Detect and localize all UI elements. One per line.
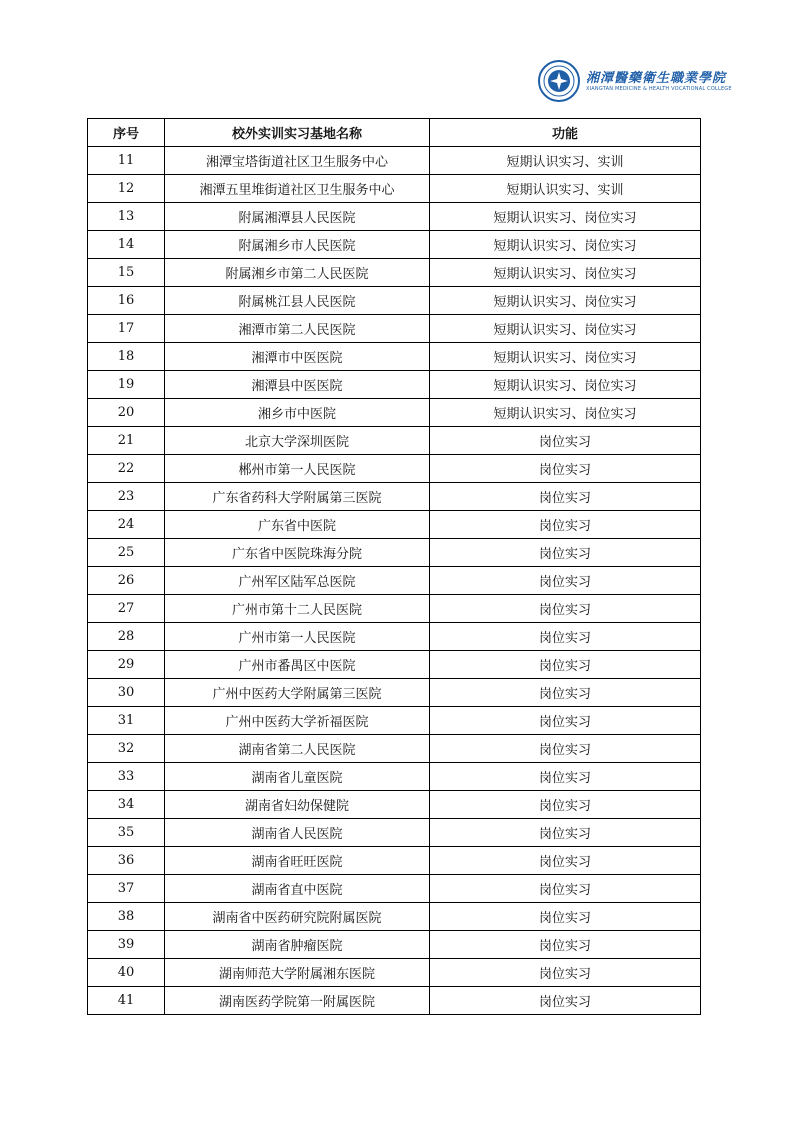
cell-base-name: 湖南省中医药研究院附属医院 <box>165 903 430 931</box>
cell-index: 30 <box>88 679 165 707</box>
table-row <box>88 231 701 259</box>
cell-base-name: 广东省中医院珠海分院 <box>165 539 430 567</box>
school-name-english: XIANGTAN MEDICINE & HEALTH VOCATIONAL COLLEGE <box>586 86 732 92</box>
table-body <box>88 147 701 1015</box>
cell-base-name: 附属湘乡市人民医院 <box>165 231 430 259</box>
table-row <box>88 931 701 959</box>
cell-function: 短期认识实习、实训 <box>430 147 701 175</box>
cell-base-name: 广东省药科大学附属第三医院 <box>165 483 430 511</box>
cell-function: 短期认识实习、岗位实习 <box>430 399 701 427</box>
table-row <box>88 427 701 455</box>
table-row <box>88 511 701 539</box>
cell-function: 短期认识实习、岗位实习 <box>430 287 701 315</box>
cell-function: 岗位实习 <box>430 651 701 679</box>
cell-index: 34 <box>88 791 165 819</box>
table-row <box>88 343 701 371</box>
cell-function: 岗位实习 <box>430 847 701 875</box>
cell-function: 短期认识实习、岗位实习 <box>430 343 701 371</box>
cell-base-name: 广东省中医院 <box>165 511 430 539</box>
cell-index: 41 <box>88 987 165 1015</box>
table-row <box>88 903 701 931</box>
table-row <box>88 371 701 399</box>
cell-base-name: 湘潭县中医医院 <box>165 371 430 399</box>
table-row <box>88 315 701 343</box>
table-row <box>88 959 701 987</box>
cell-function: 岗位实习 <box>430 567 701 595</box>
cell-function: 岗位实习 <box>430 735 701 763</box>
cell-index: 13 <box>88 203 165 231</box>
column-header-base-name: 校外实训实习基地名称 <box>165 119 430 147</box>
table-row <box>88 259 701 287</box>
cell-function: 岗位实习 <box>430 623 701 651</box>
cell-index: 40 <box>88 959 165 987</box>
table-row <box>88 595 701 623</box>
cell-base-name: 广州市番禺区中医院 <box>165 651 430 679</box>
cell-base-name: 附属湘乡市第二人民医院 <box>165 259 430 287</box>
cell-function: 岗位实习 <box>430 903 701 931</box>
cell-index: 15 <box>88 259 165 287</box>
cell-function: 岗位实习 <box>430 483 701 511</box>
cell-index: 23 <box>88 483 165 511</box>
cell-index: 22 <box>88 455 165 483</box>
cell-index: 11 <box>88 147 165 175</box>
cell-index: 37 <box>88 875 165 903</box>
cell-base-name: 湖南省儿童医院 <box>165 763 430 791</box>
cell-index: 28 <box>88 623 165 651</box>
table-row <box>88 623 701 651</box>
cell-base-name: 湘潭宝塔街道社区卫生服务中心 <box>165 147 430 175</box>
cell-function: 岗位实习 <box>430 875 701 903</box>
cell-function: 岗位实习 <box>430 987 701 1015</box>
column-header-function: 功能 <box>430 119 701 147</box>
table-row <box>88 791 701 819</box>
cell-index: 38 <box>88 903 165 931</box>
cell-function: 短期认识实习、岗位实习 <box>430 315 701 343</box>
cell-index: 19 <box>88 371 165 399</box>
cell-base-name: 广州市第十二人民医院 <box>165 595 430 623</box>
cell-function: 岗位实习 <box>430 707 701 735</box>
column-header-index: 序号 <box>88 119 165 147</box>
cell-index: 16 <box>88 287 165 315</box>
table-row <box>88 203 701 231</box>
cell-function: 短期认识实习、岗位实习 <box>430 371 701 399</box>
cell-base-name: 附属湘潭县人民医院 <box>165 203 430 231</box>
table-row <box>88 735 701 763</box>
cell-function: 岗位实习 <box>430 595 701 623</box>
cell-base-name: 广州市第一人民医院 <box>165 623 430 651</box>
cell-base-name: 北京大学深圳医院 <box>165 427 430 455</box>
cell-base-name: 湖南省妇幼保健院 <box>165 791 430 819</box>
cell-base-name: 广州中医药大学祈福医院 <box>165 707 430 735</box>
table-row <box>88 679 701 707</box>
table-row <box>88 483 701 511</box>
table-row <box>88 539 701 567</box>
cell-index: 24 <box>88 511 165 539</box>
table-row <box>88 567 701 595</box>
cell-base-name: 湖南省人民医院 <box>165 819 430 847</box>
table-row <box>88 175 701 203</box>
table-row <box>88 287 701 315</box>
table-header-row <box>88 119 701 147</box>
table-row <box>88 987 701 1015</box>
school-logo <box>538 60 743 102</box>
table-row <box>88 819 701 847</box>
table-row <box>88 399 701 427</box>
cell-base-name: 湘潭市第二人民医院 <box>165 315 430 343</box>
cell-index: 21 <box>88 427 165 455</box>
table-row <box>88 147 701 175</box>
cell-index: 39 <box>88 931 165 959</box>
table-row <box>88 707 701 735</box>
cell-index: 32 <box>88 735 165 763</box>
table-row <box>88 847 701 875</box>
cell-function: 岗位实习 <box>430 511 701 539</box>
cell-function: 短期认识实习、实训 <box>430 175 701 203</box>
cell-index: 26 <box>88 567 165 595</box>
cell-base-name: 湘乡市中医院 <box>165 399 430 427</box>
school-seal-icon <box>538 60 580 102</box>
training-base-table <box>87 118 701 1015</box>
cell-base-name: 湖南省旺旺医院 <box>165 847 430 875</box>
cell-index: 18 <box>88 343 165 371</box>
cell-function: 岗位实习 <box>430 791 701 819</box>
cell-base-name: 附属桃江县人民医院 <box>165 287 430 315</box>
cell-index: 17 <box>88 315 165 343</box>
table-row <box>88 763 701 791</box>
cell-function: 岗位实习 <box>430 427 701 455</box>
cell-index: 33 <box>88 763 165 791</box>
cell-function: 岗位实习 <box>430 539 701 567</box>
cell-index: 25 <box>88 539 165 567</box>
cell-base-name: 湖南省直中医院 <box>165 875 430 903</box>
cell-index: 27 <box>88 595 165 623</box>
cell-function: 岗位实习 <box>430 763 701 791</box>
cell-index: 29 <box>88 651 165 679</box>
table-row <box>88 651 701 679</box>
cell-base-name: 郴州市第一人民医院 <box>165 455 430 483</box>
cell-index: 12 <box>88 175 165 203</box>
cell-function: 短期认识实习、岗位实习 <box>430 231 701 259</box>
cell-index: 20 <box>88 399 165 427</box>
cell-index: 36 <box>88 847 165 875</box>
cell-function: 岗位实习 <box>430 455 701 483</box>
cell-function: 短期认识实习、岗位实习 <box>430 259 701 287</box>
cell-base-name: 湖南省第二人民医院 <box>165 735 430 763</box>
cell-base-name: 湘潭市中医医院 <box>165 343 430 371</box>
cell-function: 岗位实习 <box>430 931 701 959</box>
cell-index: 31 <box>88 707 165 735</box>
cell-base-name: 广州军区陆军总医院 <box>165 567 430 595</box>
cell-index: 35 <box>88 819 165 847</box>
cell-base-name: 湖南省肿瘤医院 <box>165 931 430 959</box>
cell-function: 岗位实习 <box>430 959 701 987</box>
cell-base-name: 广州中医药大学附属第三医院 <box>165 679 430 707</box>
cell-function: 岗位实习 <box>430 679 701 707</box>
cell-base-name: 湖南师范大学附属湘东医院 <box>165 959 430 987</box>
table-row <box>88 875 701 903</box>
cell-base-name: 湖南医药学院第一附属医院 <box>165 987 430 1015</box>
cell-index: 14 <box>88 231 165 259</box>
table-row <box>88 455 701 483</box>
school-name-logotype: 湘潭醫藥衛生職業學院 <box>586 71 727 86</box>
cell-function: 短期认识实习、岗位实习 <box>430 203 701 231</box>
cell-function: 岗位实习 <box>430 819 701 847</box>
cell-base-name: 湘潭五里堆街道社区卫生服务中心 <box>165 175 430 203</box>
